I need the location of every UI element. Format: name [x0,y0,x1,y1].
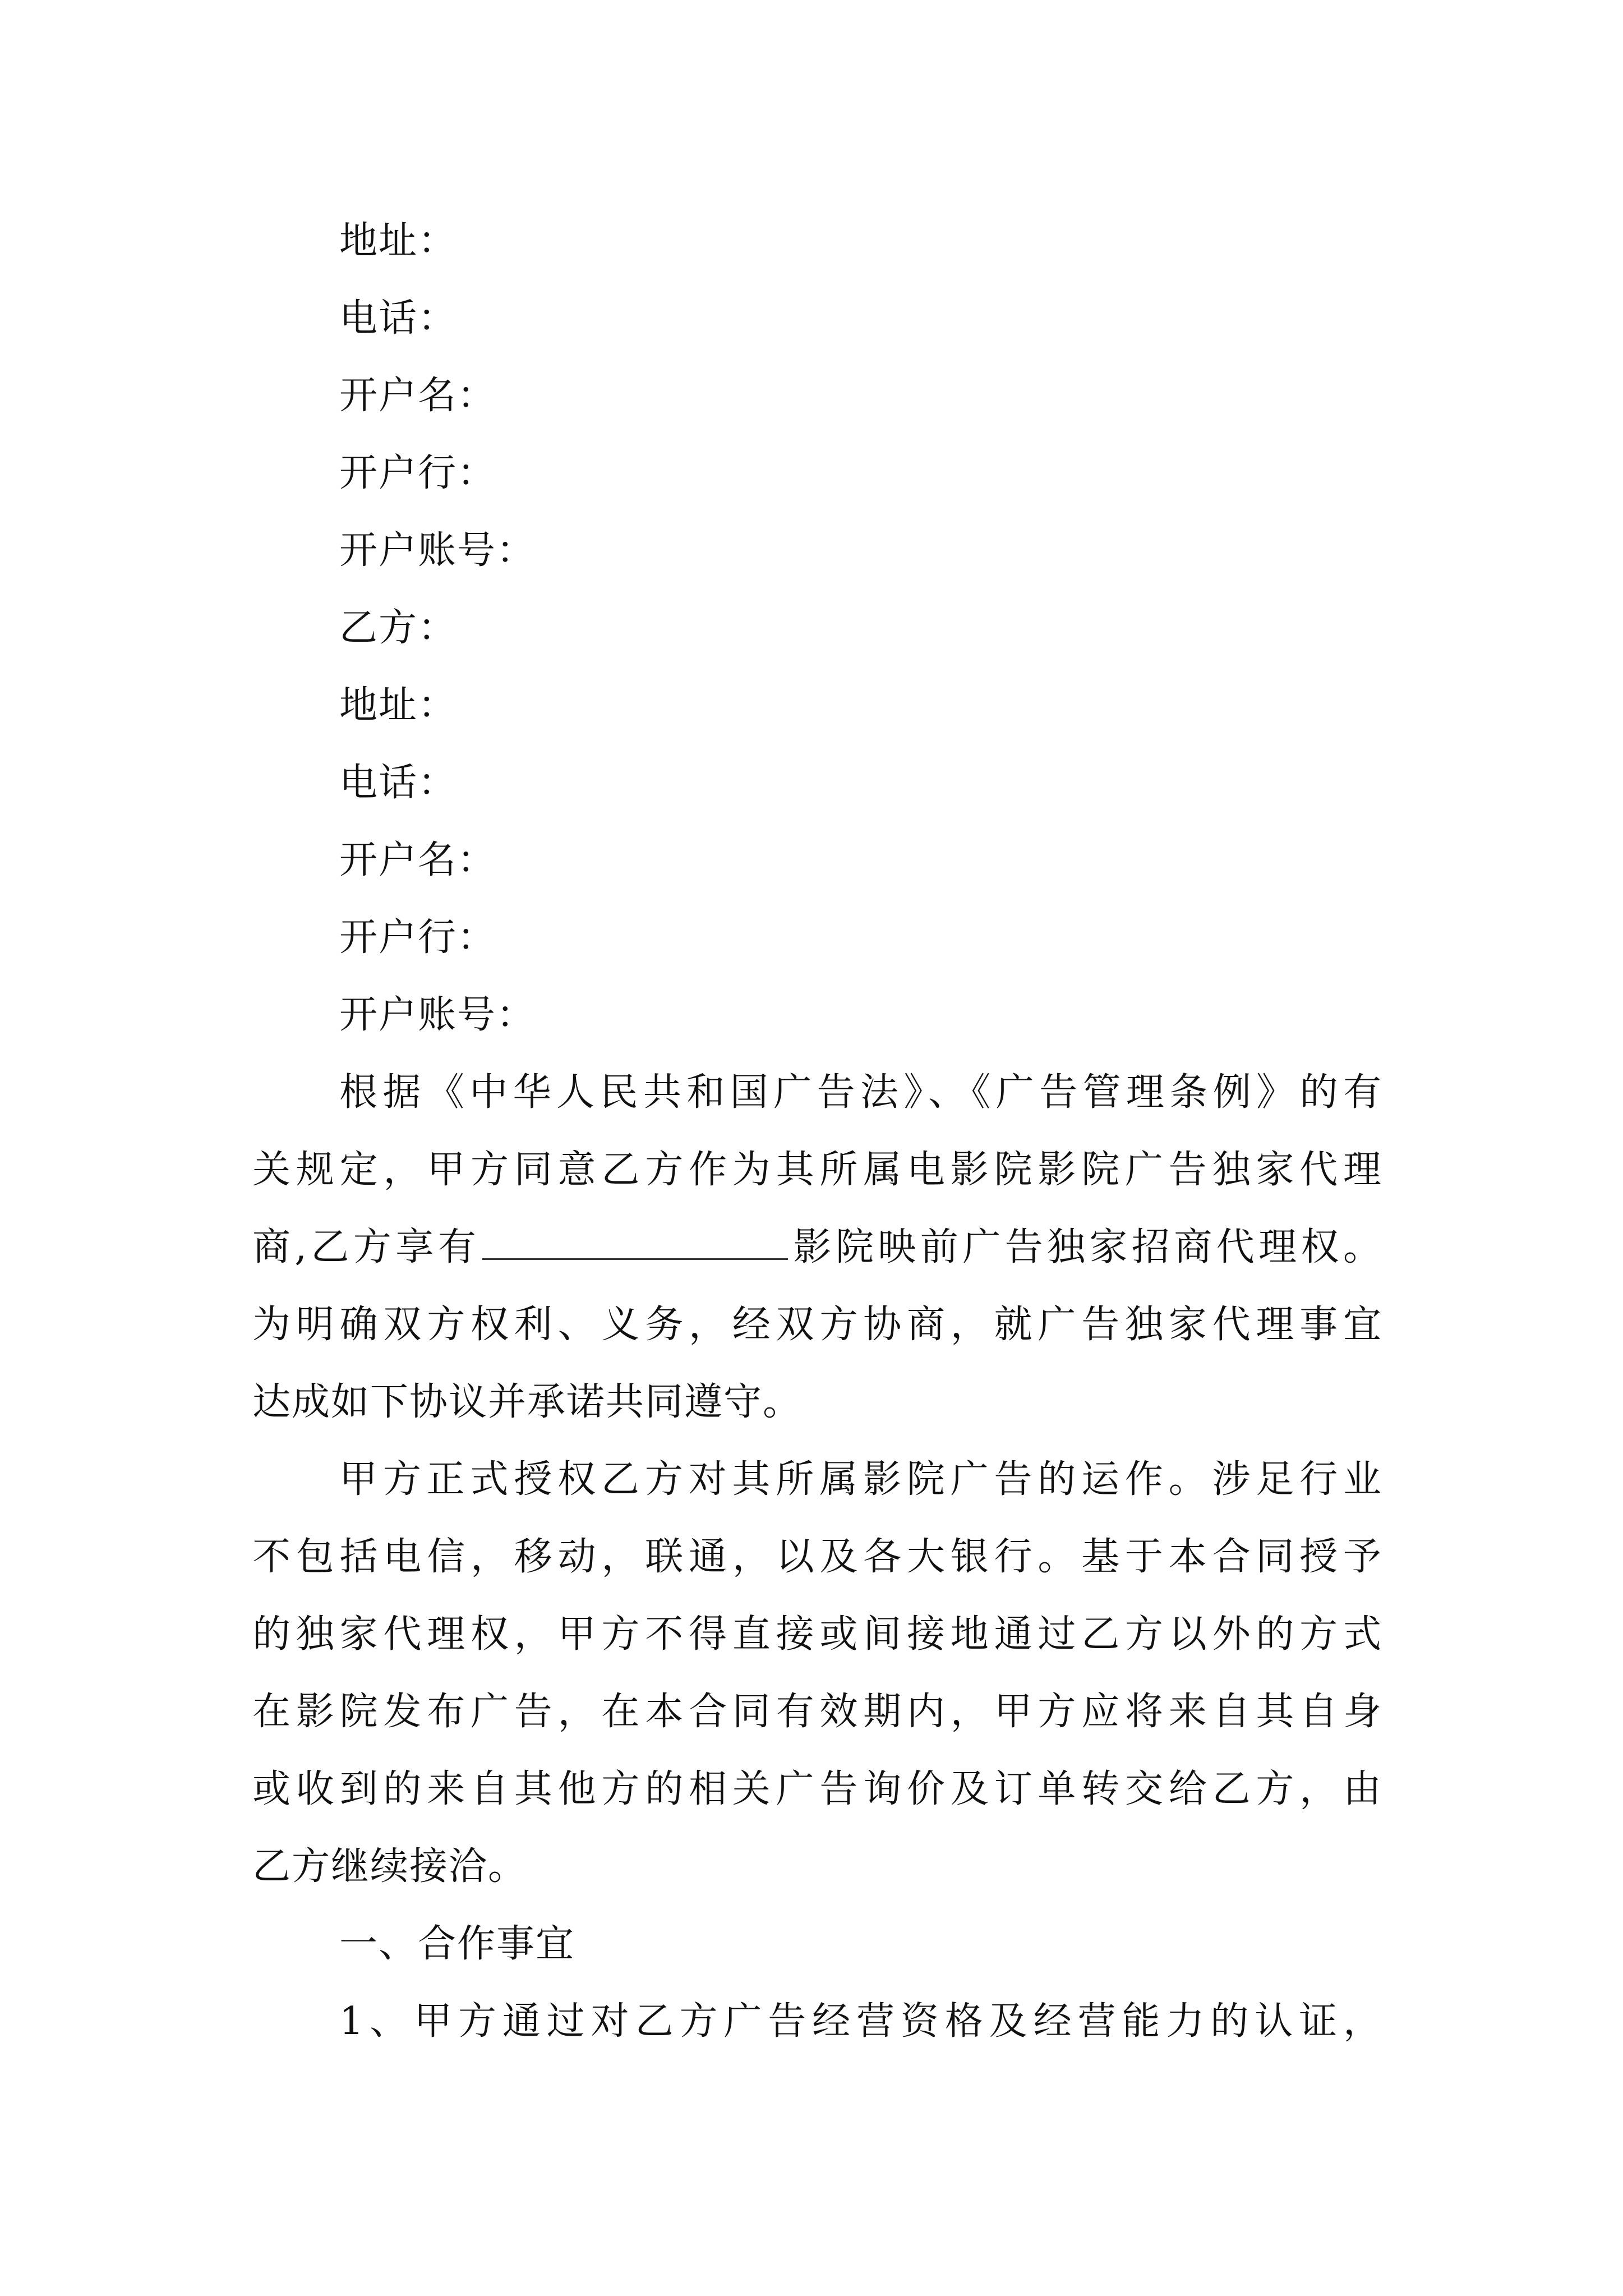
intro-line-1: 根据《中华人民共和国广告法》、《广告管理条例》的有 [339,1070,1382,1115]
party-a-address-label: 地址： [339,219,458,263]
intro-line-5: 达成如下协议并承诺共同遵守。 [252,1380,803,1424]
intro-line-3 [252,1222,1382,1273]
party-a-bank-label: 开户行： [339,451,497,495]
party-b-account-name-label: 开户名： [339,838,497,882]
authorization-line-3: 的独家代理权，甲方不得直接或间接地通过乙方以外的方式 [252,1612,1382,1657]
authorization-line-4: 在影院发布广告，在本合同有效期内，甲方应将来自其自身 [252,1690,1382,1734]
intro-line-4: 为明确双方权利、义务，经双方协商，就广告独家代理事宜 [252,1303,1382,1347]
intro-line-2: 关规定，甲方同意乙方作为其所属电影院影院广告独家代理 [252,1148,1382,1192]
party-b-label: 乙方： [339,606,458,650]
party-b-address-label: 地址： [339,683,458,728]
section-1-heading: 一、合作事宜 [339,1922,575,1966]
party-b-phone-label: 电话： [339,761,458,805]
party-a-account-name-label: 开户名： [339,374,497,418]
party-b-account-no-label: 开户账号： [339,993,536,1037]
authorization-line-1: 甲方正式授权乙方对其所属影院广告的运作。涉足行业 [339,1457,1382,1502]
authorization-line-5: 或收到的来自其他方的相关广告询价及订单转交给乙方，由 [252,1767,1382,1811]
party-a-phone-label: 电话： [339,296,458,341]
intro-line-3-start: 商,乙方享有 [252,1225,481,1269]
party-a-account-no-label: 开户账号： [339,528,536,573]
section-1-item-1: 1、甲方通过对乙方广告经营资格及经营能力的认证， [339,1999,1382,2044]
party-b-bank-label: 开户行： [339,915,497,960]
authorization-line-2: 不包括电信，移动，联通，以及各大银行。基于本合同授予 [252,1535,1382,1579]
authorization-line-6: 乙方继续接洽。 [252,1844,528,1889]
cinema-name-blank [482,1223,788,1260]
intro-line-3-end: 影院映前广告独家招商代理权。 [790,1225,1382,1269]
